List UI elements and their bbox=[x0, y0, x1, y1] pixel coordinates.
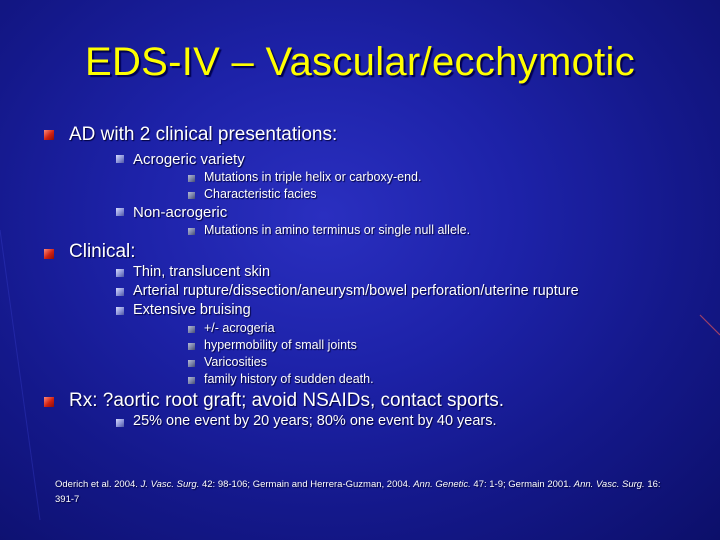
reference-journal: Ann. Vasc. Surg. bbox=[573, 479, 645, 490]
rx-heading: Rx: ?aortic root graft; avoid NSAIDs, contact sports. bbox=[69, 390, 505, 411]
reference-part: 16: 391-7 bbox=[55, 479, 661, 505]
level3-bullet bbox=[188, 343, 195, 350]
level2-bullet bbox=[116, 307, 124, 315]
level2-bullet bbox=[116, 155, 124, 163]
reference-part: 47: 1-9; Germain 2001. bbox=[470, 479, 574, 490]
reference-part: Oderich et al. 2004. bbox=[55, 479, 141, 490]
reference-citation bbox=[55, 477, 675, 507]
level3-bullet bbox=[188, 228, 195, 235]
nonacrogeric-label: Non-acrogeric bbox=[133, 204, 228, 221]
clinical-item: Thin, translucent skin bbox=[133, 264, 271, 280]
acrogeric-label: Acrogeric variety bbox=[133, 151, 245, 168]
level1-bullet bbox=[44, 130, 54, 140]
slide-title: EDS-IV – Vascular/ecchymotic bbox=[84, 40, 636, 84]
level3-bullet bbox=[188, 192, 195, 199]
bruising-item: family history of sudden death. bbox=[204, 372, 374, 386]
nonacrogeric-item: Mutations in amino terminus or single null allele. bbox=[204, 223, 471, 237]
bruising-item: Varicosities bbox=[204, 355, 267, 369]
level1-bullet bbox=[44, 249, 54, 259]
acrogeric-item: Characteristic facies bbox=[204, 187, 317, 201]
reference-part: 42: 98-106; Germain and Herrera-Guzman, 2004. bbox=[199, 479, 411, 490]
level2-bullet bbox=[116, 288, 124, 296]
level3-bullet bbox=[188, 377, 195, 384]
bruising-item: hypermobility of small joints bbox=[204, 338, 357, 352]
reference-journal: J. Vasc. Surg. bbox=[140, 479, 200, 490]
acrogeric-item: Mutations in triple helix or carboxy-end. bbox=[204, 170, 422, 184]
clinical-item: Extensive bruising bbox=[133, 302, 251, 318]
level2-bullet bbox=[116, 269, 124, 277]
level1-bullet bbox=[44, 397, 54, 407]
level2-bullet bbox=[116, 208, 124, 216]
level3-bullet bbox=[188, 360, 195, 367]
rx-item: 25% one event by 20 years; 80% one event by 40 years. bbox=[133, 413, 497, 429]
level3-bullet bbox=[188, 326, 195, 333]
ad-heading: AD with 2 clinical presentations: bbox=[69, 124, 338, 145]
bruising-item: +/- acrogeria bbox=[204, 321, 275, 335]
level2-bullet bbox=[116, 419, 124, 427]
clinical-heading: Clinical: bbox=[69, 241, 136, 262]
level3-bullet bbox=[188, 175, 195, 182]
clinical-item: Arterial rupture/dissection/aneurysm/bowel perforation/uterine rupture bbox=[133, 283, 579, 299]
reference-journal: Ann. Genetic. bbox=[413, 479, 471, 490]
